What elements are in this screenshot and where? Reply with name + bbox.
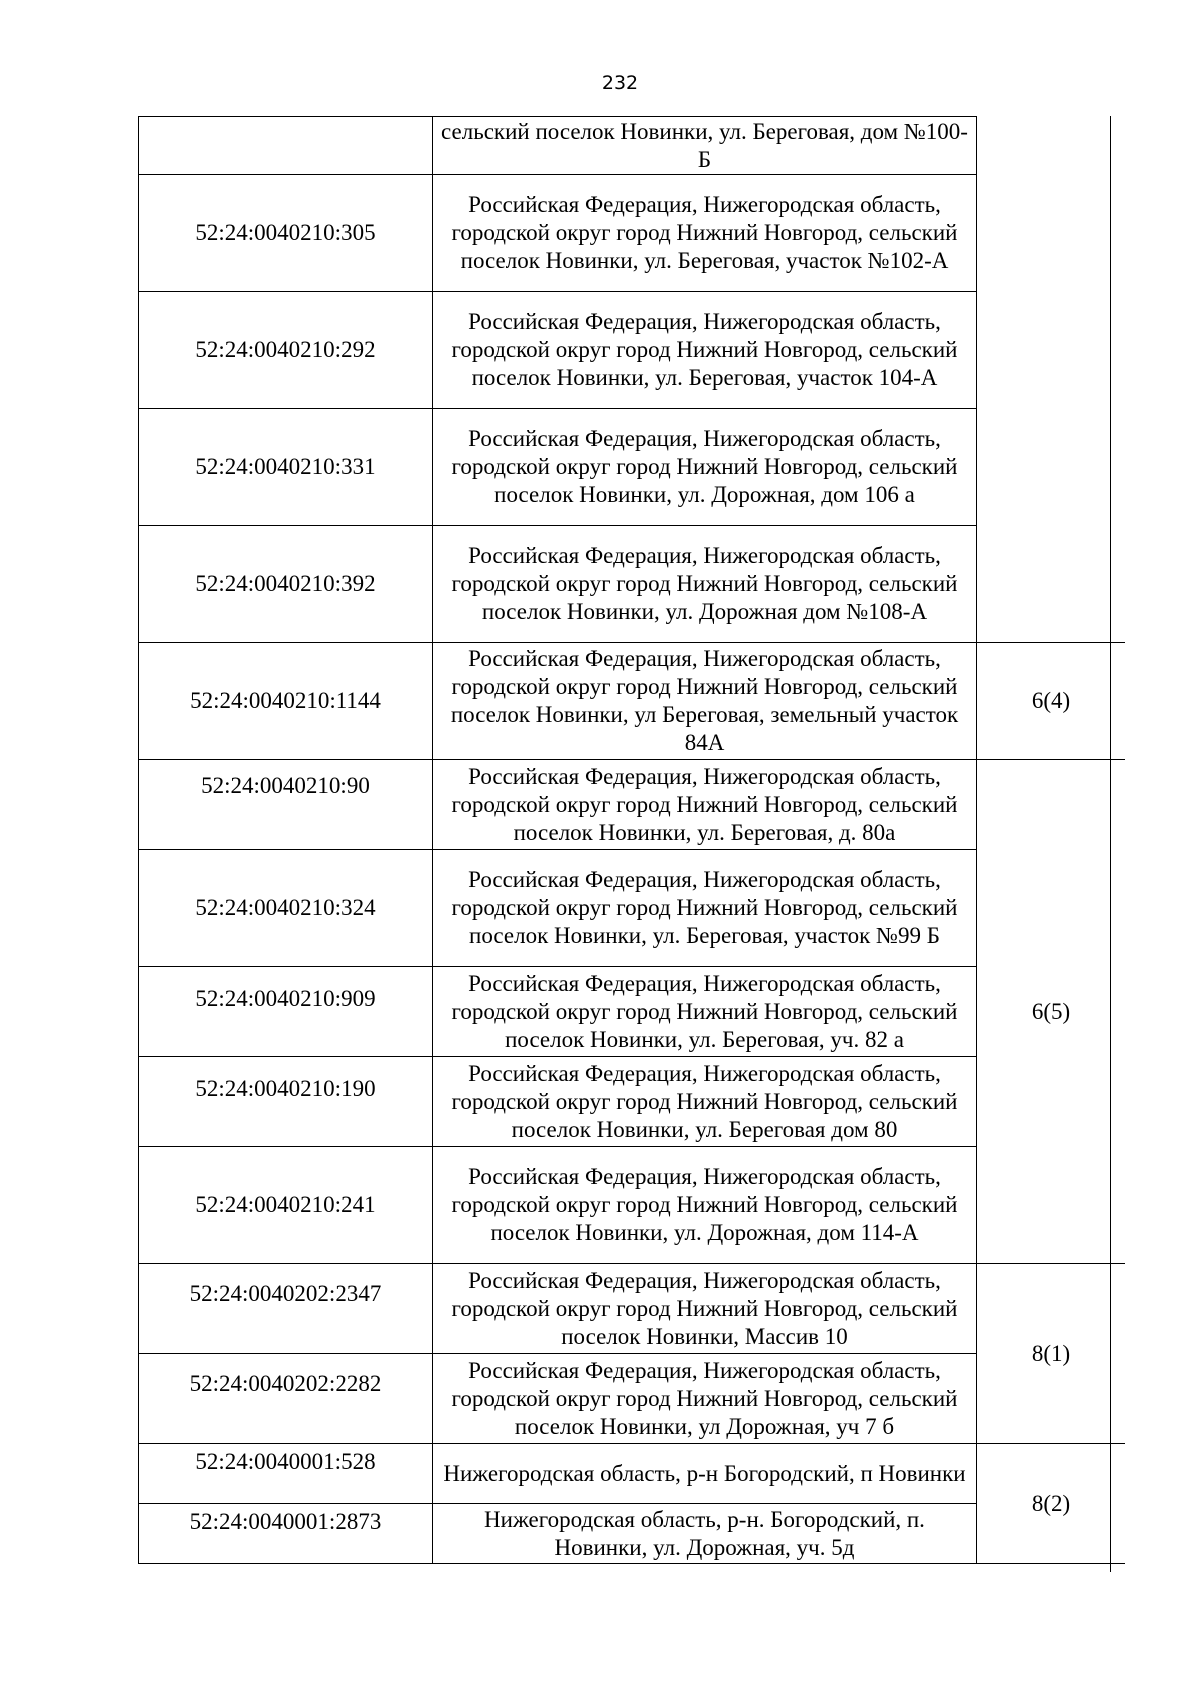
address: Российская Федерация, Нижегородская область, городской округ город Нижний Новгород, сельский поселок Новинки, ул Береговая, земельный участок 84А [433, 643, 977, 760]
cadastral-number: 52:24:0040210:190 [139, 1057, 433, 1147]
cadastral-number: 52:24:0040210:1144 [139, 643, 433, 760]
table-row [139, 643, 1126, 760]
address: Российская Федерация, Нижегородская область, городской округ город Нижний Новгород, сельский поселок Новинки, ул. Береговая, участок №99 Б [433, 850, 977, 967]
table-row [139, 1444, 1126, 1504]
table-row [139, 117, 1126, 175]
cadastral-number: 52:24:0040210:324 [139, 850, 433, 967]
table-row [139, 1264, 1126, 1354]
cadastral-number: 52:24:0040202:2282 [139, 1354, 433, 1444]
address: Российская Федерация, Нижегородская область, городской округ город Нижний Новгород, сельский поселок Новинки, ул. Береговая, уч. 82 а [433, 967, 977, 1057]
cadastral-number: 52:24:0040210:305 [139, 175, 433, 292]
right-border-line [1110, 116, 1111, 1572]
address: Российская Федерация, Нижегородская область, городской округ город Нижний Новгород, сельский поселок Новинки, ул. Дорожная, дом 106 а [433, 409, 977, 526]
group-number: 8(2) [977, 1444, 1126, 1564]
table-row [139, 760, 1126, 850]
address: Российская Федерация, Нижегородская область, городской округ город Нижний Новгород, сельский поселок Новинки, ул Дорожная, уч 7 б [433, 1354, 977, 1444]
cadastral-number: 52:24:0040210:292 [139, 292, 433, 409]
cadastral-number: 52:24:0040210:392 [139, 526, 433, 643]
address: Российская Федерация, Нижегородская область, городской округ город Нижний Новгород, сельский поселок Новинки, ул. Дорожная, дом 114-А [433, 1147, 977, 1264]
address: Нижегородская область, р-н Богородский, п Новинки [433, 1444, 977, 1504]
address: Нижегородская область, р-н. Богородский, п. Новинки, ул. Дорожная, уч. 5д [433, 1504, 977, 1564]
cadastral-number: 52:24:0040001:528 [139, 1444, 433, 1504]
address: Российская Федерация, Нижегородская область, городской округ город Нижний Новгород, сельский поселок Новинки, ул. Береговая дом 80 [433, 1057, 977, 1147]
group-number: 8(1) [977, 1264, 1126, 1444]
cadastral-number: 52:24:0040210:331 [139, 409, 433, 526]
page-number: 232 [601, 72, 639, 94]
cadastral-number: 52:24:0040210:241 [139, 1147, 433, 1264]
address: сельский поселок Новинки, ул. Береговая, дом №100-Б [433, 117, 977, 175]
address: Российская Федерация, Нижегородская область, городской округ город Нижний Новгород, сельский поселок Новинки, Массив 10 [433, 1264, 977, 1354]
address: Российская Федерация, Нижегородская область, городской округ город Нижний Новгород, сельский поселок Новинки, ул. Береговая, д. 80а [433, 760, 977, 850]
cadastral-number: 52:24:0040001:2873 [139, 1504, 433, 1564]
group-number: 6(5) [977, 760, 1126, 1264]
cadastral-table [138, 116, 1112, 1564]
address: Российская Федерация, Нижегородская область, городской округ город Нижний Новгород, сельский поселок Новинки, ул. Дорожная дом №108-А [433, 526, 977, 643]
cadastral-number: 52:24:0040210:909 [139, 967, 433, 1057]
address: Российская Федерация, Нижегородская область, городской округ город Нижний Новгород, сельский поселок Новинки, ул. Береговая, участок №102-А [433, 175, 977, 292]
cadastral-number: 52:24:0040202:2347 [139, 1264, 433, 1354]
address: Российская Федерация, Нижегородская область, городской округ город Нижний Новгород, сельский поселок Новинки, ул. Береговая, участок 104-А [433, 292, 977, 409]
cadastral-number [139, 117, 433, 175]
group-number: 6(4) [977, 643, 1126, 760]
group-cell-empty [977, 117, 1126, 643]
cadastral-number: 52:24:0040210:90 [139, 760, 433, 850]
